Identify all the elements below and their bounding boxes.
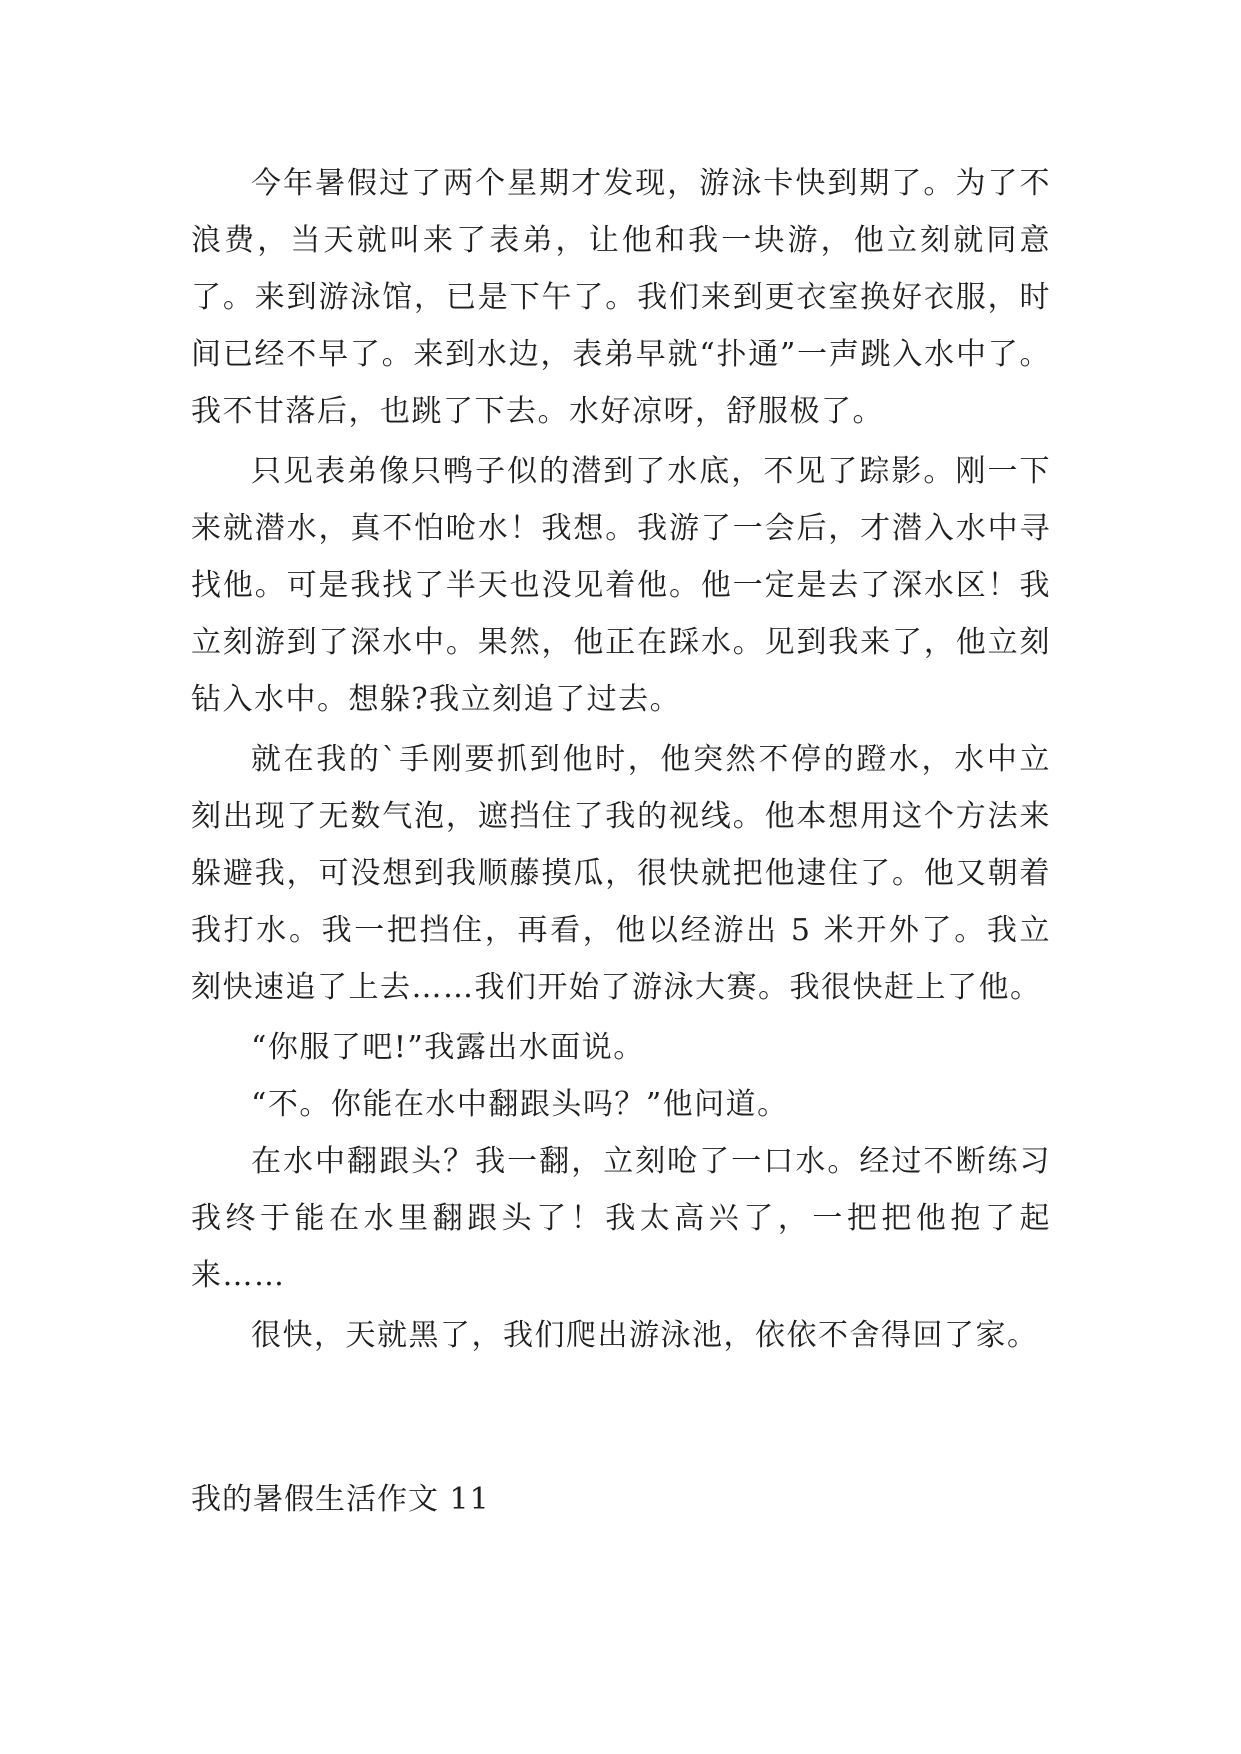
paragraph-4: “你服了吧!”我露出水面说。 bbox=[251, 1030, 645, 1065]
paragraph-7: 很快，天就黑了，我们爬出游泳池，依依不舍得回了家。 bbox=[251, 1318, 1039, 1353]
paragraph-2: 只见表弟像只鸭子似的潜到了水底，不见了踪影。刚一下来就潜水，真不怕呛水！我想。我游了一会后，才潜入水中寻找他。可是我找了半天也没见着他。他一定是去了深水区！我立刻游到了深水中。果然，他正在踩水。见到我来了，他立刻钻入水中。想躲?我立刻追了过去。 bbox=[191, 454, 1051, 717]
paragraph-3: 就在我的`手刚要抓到他时，他突然不停的蹬水，水中立刻出现了无数气泡，遮挡住了我的视线。他本想用这个方法来躲避我，可没想到我顺藤摸瓜，很快就把他逮住了。他又朝着我打水。我一把挡住，再看，他以经游出 5 米开外了。我立刻快速追了上去……我们开始了游泳大赛。我很快赶上了他。 bbox=[191, 742, 1051, 1005]
paragraph-5: “不。你能在水中翻跟头吗？”他问道。 bbox=[251, 1087, 789, 1122]
paragraph-1: 今年暑假过了两个星期才发现，游泳卡快到期了。为了不浪费，当天就叫来了表弟，让他和我一块游，他立刻就同意了。来到游泳馆，已是下午了。我们来到更衣室换好衣服，时间已经不早了。来到水边，表弟早就“扑通”一声跳入水中了。我不甘落后，也跳了下去。水好凉呀，舒服极了。 bbox=[191, 166, 1051, 429]
section-heading: 我的暑假生活作文 11 bbox=[191, 1482, 490, 1517]
essay-body bbox=[191, 155, 1051, 1364]
paragraph-6: 在水中翻跟头？我一翻，立刻呛了一口水。经过不断练习我终于能在水里翻跟头了！我太高兴了，一把把他抱了起来…… bbox=[191, 1144, 1051, 1293]
